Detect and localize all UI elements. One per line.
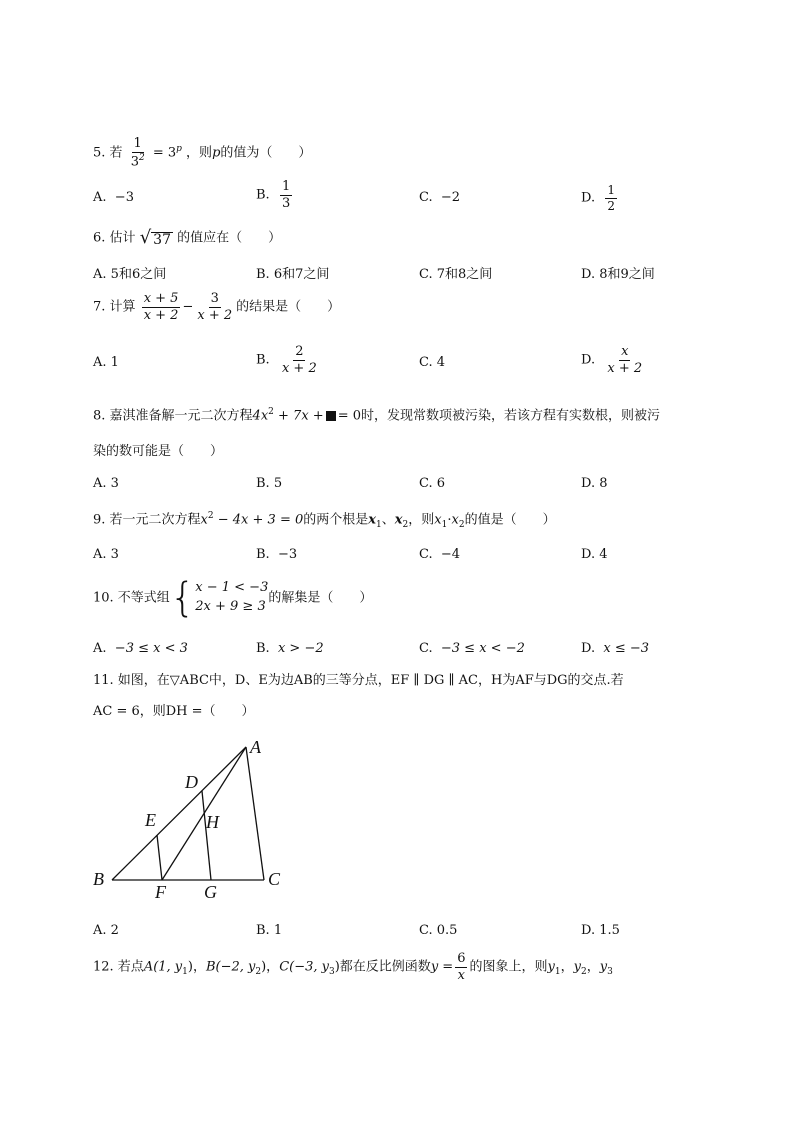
q6-option-c[interactable]: C. 7和8之间 <box>419 267 493 282</box>
q11-stem-line1: 11. 如图，在▽ABC中，D、E为边AB的三等分点，EF ∥ DG ∥ AC，H为AF与DG的交点.若 <box>93 673 624 688</box>
left-brace-icon: { <box>169 575 196 621</box>
q10-option-c[interactable]: C. −3 ≤ x < −2 <box>419 641 525 656</box>
sqrt-symbol: √ 37 <box>139 227 171 248</box>
stain-square-icon <box>326 411 336 421</box>
q5-option-d[interactable]: D. $\frac{1}{2}$ <box>581 183 615 213</box>
q8-stem-line1: 8. 嘉淇准备解一元二次方程$4x^2 + 7x$ + = 0时，发现常数项被污染，若该方程有实数根，则被污 <box>93 407 660 424</box>
q7-option-c[interactable]: C. 4 <box>419 355 446 370</box>
q11-option-d[interactable]: D. 1.5 <box>581 923 620 938</box>
q10-option-b[interactable]: B. x > −2 <box>256 641 324 656</box>
label-h: H <box>206 812 219 832</box>
q10-stem: 10. 不等式组 { x − 1 < −3 2x + 9 ≥ 3 的解集是（ ） <box>93 575 373 621</box>
q6-stem: 6. 估计 √ 37 的值应在（ ） <box>93 227 282 248</box>
segment-af <box>162 747 246 880</box>
q10-option-a[interactable]: A. −3 ≤ x < 3 <box>93 641 188 656</box>
q6-option-a[interactable]: A. 5和6之间 <box>93 267 167 282</box>
q11-option-a[interactable]: A. 2 <box>93 923 119 938</box>
q8-stem-line2: 染的数可能是（ ） <box>93 444 224 459</box>
q8-option-d[interactable]: D. 8 <box>581 476 608 491</box>
q8-option-b[interactable]: B. 5 <box>256 476 283 491</box>
q5-fraction: $\frac{1}{3^2}$ <box>130 136 145 169</box>
q9-stem: 9. 若一元二次方程$x^2 - 4x + 3 = 0$的两个根是$x_1$、$x_2$，则$x_1\cdot x_2$的值是（ ） <box>93 511 556 530</box>
label-a: A <box>250 737 261 757</box>
q11-option-b[interactable]: B. 1 <box>256 923 283 938</box>
q7-stem: 7. 计算 $\frac{x + 5}{x + 2}$ − $\frac{3}{x + 2}$ 的结果是（ ） <box>93 291 341 323</box>
triangle-figure <box>88 735 298 905</box>
segment-ac <box>246 747 264 880</box>
q9-option-a[interactable]: A. 3 <box>93 547 119 562</box>
q5-option-c[interactable]: C. −2 <box>419 190 461 205</box>
label-g: G <box>204 882 217 902</box>
label-f: F <box>155 882 166 902</box>
q5-option-b[interactable]: B. $\frac{1}{3}$ <box>256 179 291 211</box>
q11-option-c[interactable]: C. 0.5 <box>419 923 458 938</box>
q5-option-a[interactable]: A. −3 <box>93 190 134 205</box>
q9-option-d[interactable]: D. 4 <box>581 547 608 562</box>
q12-stem: 12. 若点A(1, $y_1$)，B(−2, $y_2$)，C(−3, $y_3$)都在反比例函数y = $\frac{6}{x}$ 的图象上，则$y_1$，$y_2$，$y_3$ <box>93 951 613 983</box>
label-d: D <box>185 772 198 792</box>
q6-option-d[interactable]: D. 8和9之间 <box>581 267 655 282</box>
inequality-system: { x − 1 < −3 2x + 9 ≥ 3 <box>169 575 269 621</box>
q7-option-b[interactable]: B. $\frac{2}{x + 2}$ <box>256 344 317 376</box>
q10-option-d[interactable]: D. x ≤ −3 <box>581 641 650 656</box>
q8-option-c[interactable]: C. 6 <box>419 476 446 491</box>
q9-option-b[interactable]: B. −3 <box>256 547 298 562</box>
q7-option-a[interactable]: A. 1 <box>93 355 119 370</box>
q7-option-d[interactable]: D. $\frac{x}{x + 2}$ <box>581 344 643 376</box>
label-c: C <box>268 869 281 889</box>
label-e: E <box>145 810 156 830</box>
q6-option-b[interactable]: B. 6和7之间 <box>256 267 330 282</box>
q8-option-a[interactable]: A. 3 <box>93 476 119 491</box>
q9-option-c[interactable]: C. −4 <box>419 547 461 562</box>
segment-ef <box>157 835 162 880</box>
q5-stem: 5. 若 $\frac{1}{3^2}$ = $3^p$ ，则p的值为（ ） <box>93 136 312 169</box>
segment-ab <box>112 747 246 880</box>
label-b: B <box>93 869 104 889</box>
q11-stem-line2: AC = 6，则DH =（ ） <box>93 704 255 719</box>
